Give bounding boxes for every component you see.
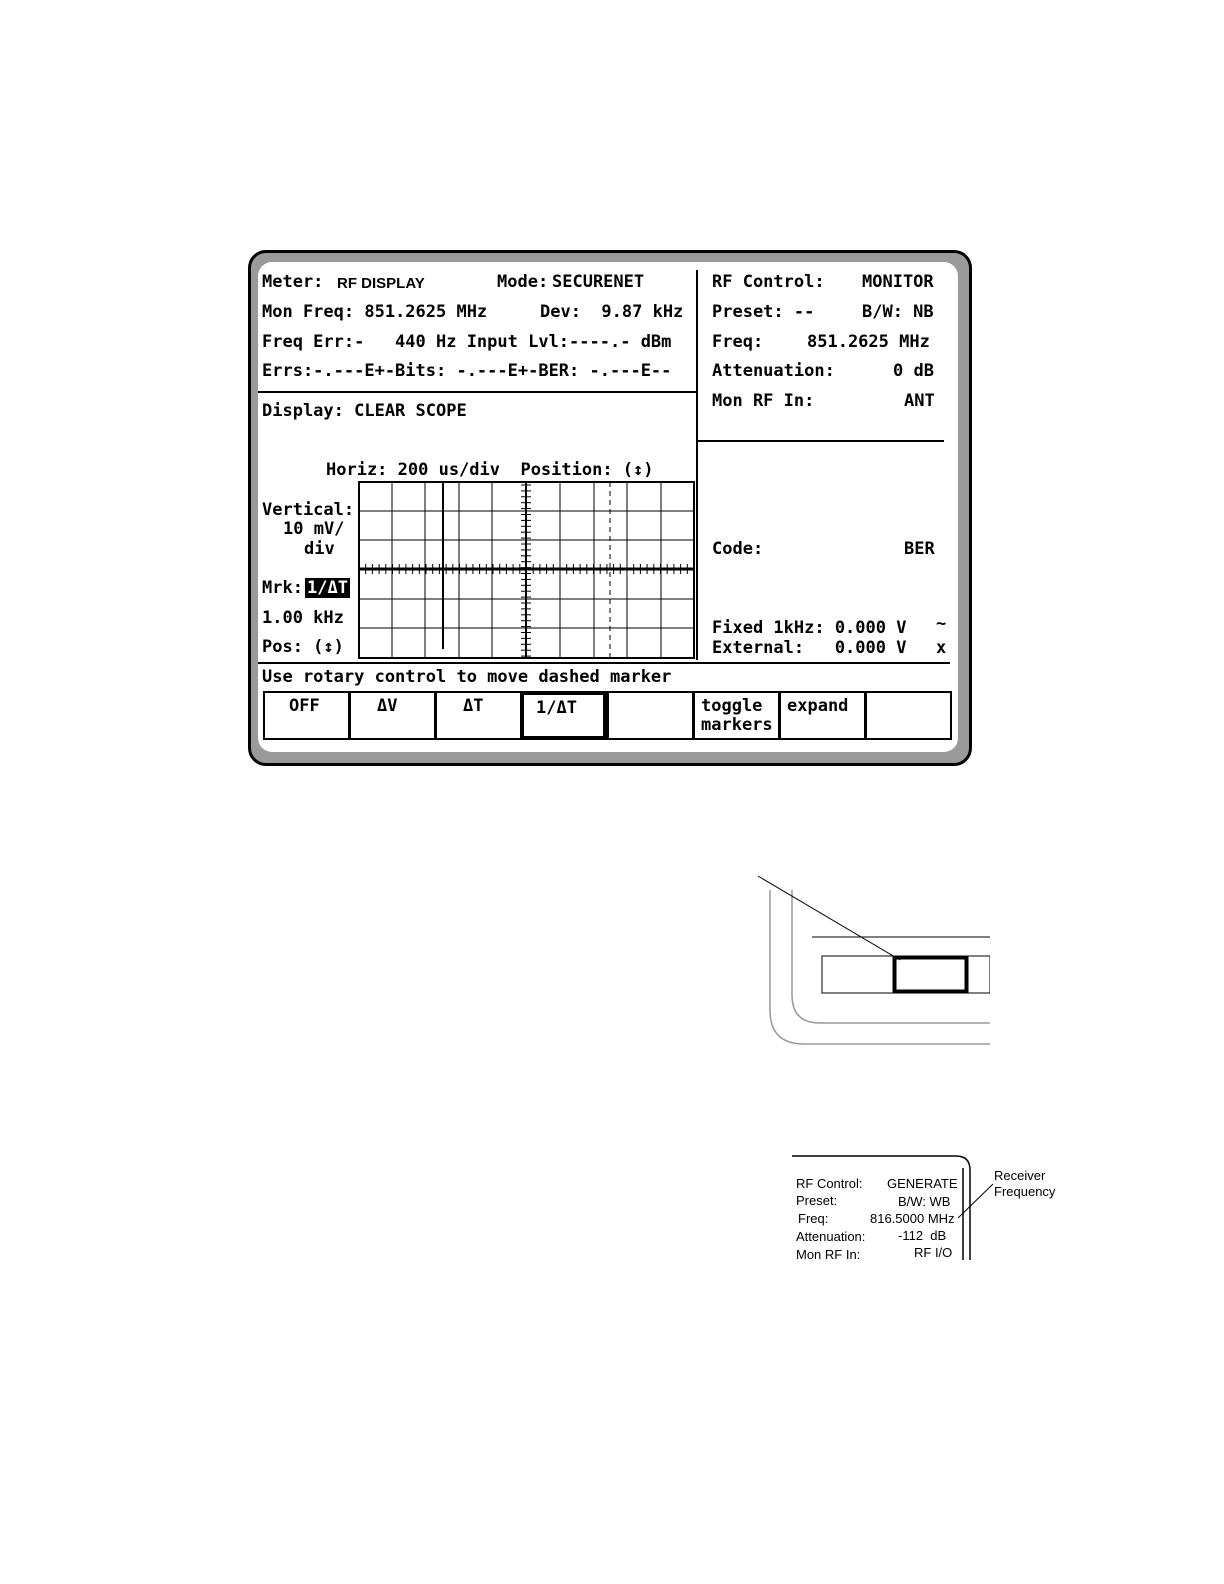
mon-rf-in-label: Mon RF In: [712, 391, 815, 411]
mon-rf-in-value[interactable]: ANT [904, 391, 935, 411]
sine-icon: ~ [936, 614, 947, 634]
softkey-delta-t[interactable] [435, 691, 522, 740]
softkey-label: ΔT [463, 696, 484, 716]
inset-preset: Preset: [796, 1193, 838, 1208]
inset-rf-control-label: RF Control: [796, 1176, 863, 1191]
softkey-off[interactable] [263, 691, 350, 740]
vertical-unit: div [304, 539, 335, 559]
marker-mode[interactable]: 1/ΔT [307, 578, 348, 598]
scope-graticule [358, 481, 695, 659]
inset-mon-rf-in-value: RF I/O [914, 1245, 953, 1260]
softkey-blank[interactable] [865, 691, 952, 740]
inset-bandwidth: B/W: WB [898, 1194, 951, 1209]
meter-value[interactable]: RF DISPLAY [337, 275, 425, 292]
inset-attenuation-label: Attenuation: [796, 1229, 866, 1244]
marker-label: Mrk: [262, 578, 303, 598]
softkey-toggle-markers[interactable] [693, 691, 780, 740]
display-mode[interactable]: Display: CLEAR SCOPE [262, 401, 467, 421]
divider [698, 440, 944, 442]
code-value[interactable]: BER [904, 539, 935, 559]
callout-receiver: Receiver [994, 1168, 1046, 1183]
softkey-expand[interactable] [779, 691, 866, 740]
inset-freq-label: Freq: [798, 1211, 829, 1226]
freq-label: Freq: [712, 332, 764, 352]
attenuation-value[interactable]: 0 dB [893, 361, 934, 381]
code-label: Code: [712, 539, 764, 559]
softkey-blank[interactable] [607, 691, 694, 740]
rf-control-label: RF Control: [712, 272, 825, 292]
vertical-label: Vertical: [262, 500, 355, 520]
position-control[interactable]: Pos: (↕) [262, 637, 344, 657]
errors-readout: Errs:-.---E+-Bits: -.---E+-BER: -.---E-- [262, 361, 672, 381]
divider [258, 662, 950, 664]
status-message: Use rotary control to move dashed marker [262, 667, 672, 687]
off-icon: x [936, 638, 947, 658]
mode-value[interactable]: SECURENET [552, 272, 645, 292]
horiz-setting[interactable]: Horiz: 200 us/div Position: (↕) [326, 460, 654, 480]
attenuation-label: Attenuation: [712, 361, 835, 381]
rf-control-value[interactable]: MONITOR [862, 272, 934, 292]
inset-rf-control-value: GENERATE [887, 1176, 958, 1191]
softkey-inverse-delta-t[interactable] [520, 691, 607, 740]
vertical-value[interactable]: 10 mV/ [283, 519, 345, 539]
bandwidth-field[interactable]: B/W: NB [862, 302, 934, 322]
softkey-label: OFF [289, 696, 320, 716]
preset-field[interactable]: Preset: -- [712, 302, 815, 322]
inset-mon-rf-in-label: Mon RF In: [796, 1247, 861, 1262]
callout-frequency: Frequency [994, 1184, 1056, 1199]
rf-generate-inset [780, 1150, 1080, 1270]
softkey-label: 1/ΔT [536, 698, 577, 718]
divider [696, 270, 698, 660]
divider [258, 391, 696, 393]
inset-attenuation-value: -112 dB [898, 1228, 947, 1243]
freq-error: Freq Err:- 440 Hz Input Lvl:----.- dBm [262, 332, 672, 352]
fixed-1khz[interactable]: Fixed 1kHz: 0.000 V [712, 618, 907, 638]
deviation: Dev: 9.87 kHz [540, 302, 684, 322]
softkey-label: expand [787, 696, 849, 716]
freq-value[interactable]: 851.2625 MHz [807, 332, 930, 352]
softkey-detail-inset [750, 870, 990, 1050]
mon-freq: Mon Freq: 851.2625 MHz [262, 302, 488, 322]
softkey-label: ΔV [377, 696, 398, 716]
external-level[interactable]: External: 0.000 V [712, 638, 907, 658]
softkey-label: toggle markers [701, 696, 773, 735]
softkey-delta-v[interactable] [349, 691, 436, 740]
meter-label: Meter: [262, 272, 324, 292]
marker-reading: 1.00 kHz [262, 608, 344, 628]
mode-label: Mode: [497, 272, 549, 292]
inset-freq-value: 816.5000 MHz [870, 1211, 955, 1226]
